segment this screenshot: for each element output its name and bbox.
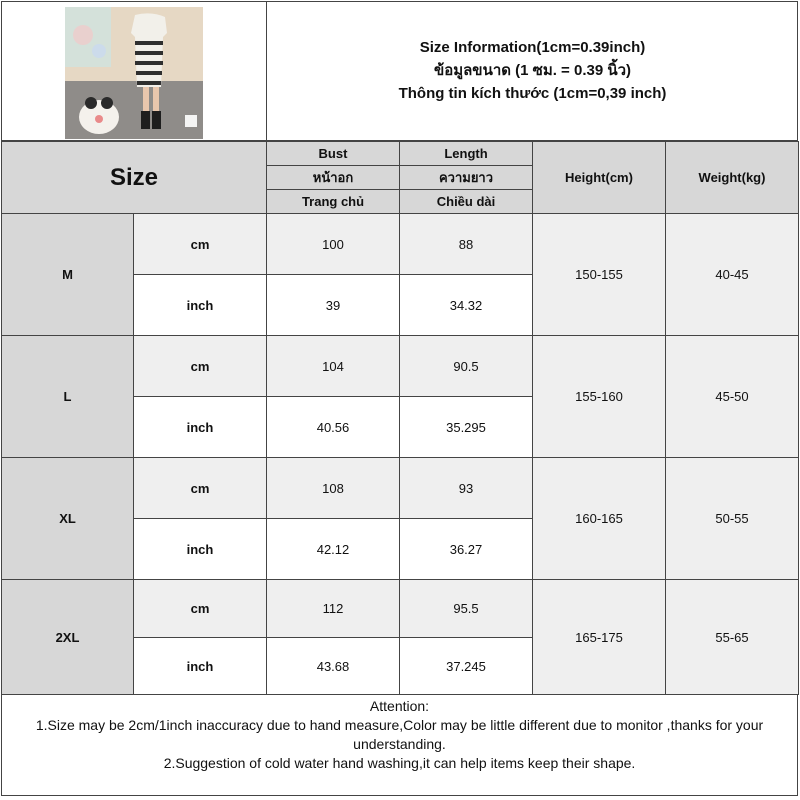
attention-note-2: 2.Suggestion of cold water hand washing,it can help items keep their shape. bbox=[163, 755, 636, 771]
weight-value: 40-45 bbox=[666, 214, 799, 336]
length-inch-value: 35.295 bbox=[400, 397, 533, 458]
size-header-cell bbox=[2, 142, 267, 214]
info-line-thai: ข้อมูลขนาด (1 ซม. = 0.39 นิ้ว) bbox=[433, 62, 632, 79]
table-row bbox=[2, 336, 799, 397]
bust-cm-value: 108 bbox=[267, 458, 400, 519]
bust-cm-value: 104 bbox=[267, 336, 400, 397]
bust-inch-value: 40.56 bbox=[267, 397, 400, 458]
height-value: 155-160 bbox=[533, 336, 666, 458]
height-value: 150-155 bbox=[533, 214, 666, 336]
size-label-xl: XL bbox=[2, 458, 134, 580]
attention-note-1: 1.Size may be 2cm/1inch inaccuracy due to hand measure,Color may be little different due to monitor ,thanks for your understanding. bbox=[35, 717, 764, 752]
size-information-header bbox=[267, 1, 798, 141]
length-inch-value: 34.32 bbox=[400, 275, 533, 336]
bust-inch-value: 39 bbox=[267, 275, 400, 336]
unit-inch-label: inch bbox=[134, 275, 267, 336]
table-row bbox=[2, 580, 799, 638]
length-header-vi: Chiều dài bbox=[400, 190, 533, 214]
weight-value: 45-50 bbox=[666, 336, 799, 458]
bust-inch-value: 43.68 bbox=[267, 638, 400, 695]
unit-inch-label: inch bbox=[134, 397, 267, 458]
unit-cm-label: cm bbox=[134, 336, 267, 397]
height-header: Height(cm) bbox=[533, 142, 666, 214]
info-line-vietnamese: Thông tin kích thước (1cm=0,39 inch) bbox=[398, 85, 667, 102]
bust-cm-value: 100 bbox=[267, 214, 400, 275]
size-label-2xl: 2XL bbox=[2, 580, 134, 695]
product-photo bbox=[65, 7, 203, 139]
unit-inch-label: inch bbox=[134, 638, 267, 695]
size-header-label: Size bbox=[109, 163, 159, 191]
attention-title: Attention: bbox=[369, 698, 430, 714]
length-cm-value: 90.5 bbox=[400, 336, 533, 397]
photo-cell bbox=[1, 1, 267, 141]
table-row bbox=[2, 458, 799, 519]
height-value: 165-175 bbox=[533, 580, 666, 695]
unit-inch-label: inch bbox=[134, 519, 267, 580]
bust-header-en: Bust bbox=[267, 142, 400, 166]
size-label-m: M bbox=[2, 214, 134, 336]
length-cm-value: 93 bbox=[400, 458, 533, 519]
bust-cm-value: 112 bbox=[267, 580, 400, 638]
unit-cm-label: cm bbox=[134, 580, 267, 638]
info-line-english: Size Information(1cm=0.39inch) bbox=[419, 39, 646, 56]
size-table bbox=[1, 141, 799, 695]
length-cm-value: 95.5 bbox=[400, 580, 533, 638]
unit-cm-label: cm bbox=[134, 214, 267, 275]
length-inch-value: 36.27 bbox=[400, 519, 533, 580]
height-value: 160-165 bbox=[533, 458, 666, 580]
bust-inch-value: 42.12 bbox=[267, 519, 400, 580]
length-inch-value: 37.245 bbox=[400, 638, 533, 695]
bust-header-th: หน้าอก bbox=[267, 166, 400, 190]
weight-value: 55-65 bbox=[666, 580, 799, 695]
weight-header: Weight(kg) bbox=[666, 142, 799, 214]
product-photo-illustration bbox=[65, 7, 203, 139]
table-row bbox=[2, 214, 799, 275]
size-label-l: L bbox=[2, 336, 134, 458]
unit-cm-label: cm bbox=[134, 458, 267, 519]
attention-notes bbox=[1, 695, 798, 795]
bust-header-vi: Trang chủ bbox=[267, 190, 400, 214]
length-header-th: ความยาว bbox=[400, 166, 533, 190]
length-cm-value: 88 bbox=[400, 214, 533, 275]
weight-value: 50-55 bbox=[666, 458, 799, 580]
length-header-en: Length bbox=[400, 142, 533, 166]
